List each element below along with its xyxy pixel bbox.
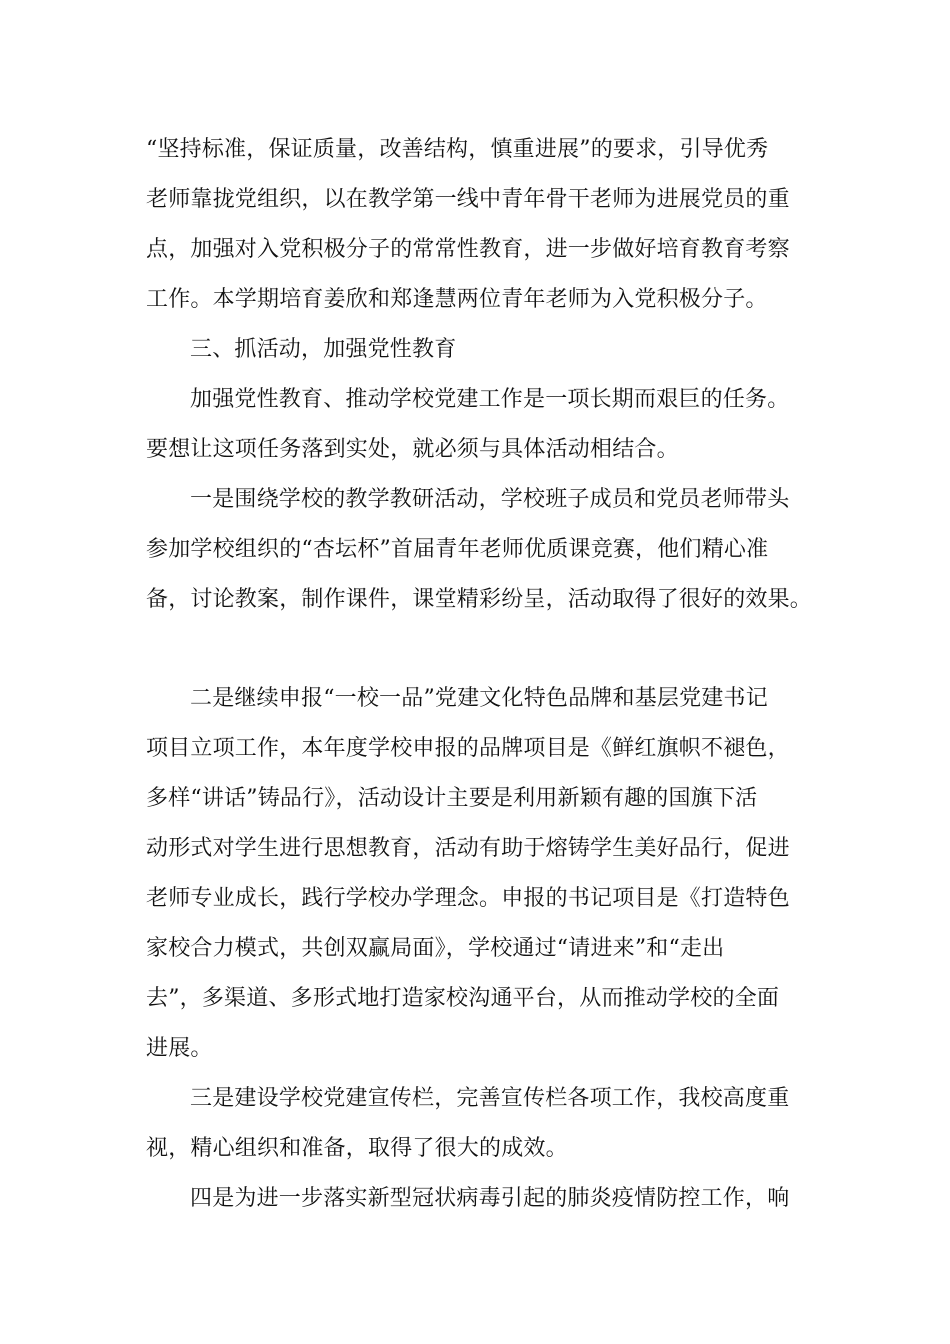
paragraph-line: “坚持标准，保证质量，改善结构，慎重进展”的要求，引导优秀 [146,137,769,162]
paragraph-line: 工作。本学期培育姜欣和郑逢慧两位青年老师为入党积极分子。 [146,287,768,312]
paragraph-line: 要想让这项任务落到实处，就必须与具体活动相结合。 [146,437,679,462]
paragraph-line: 家校合力模式，共创双赢局面》，学校通过“请进来”和“走出 [146,936,725,961]
paragraph-line: 加强党性教育、推动学校党建工作是一项长期而艰巨的任务。 [190,387,790,412]
paragraph-line: 视，精心组织和准备，取得了很大的成效。 [146,1136,568,1161]
paragraph-line: 多样“讲话”铸品行》，活动设计主要是利用新颖有趣的国旗下活 [146,786,758,811]
section-heading: 三、抓活动，加强党性教育 [190,337,457,362]
paragraph-line: 备，讨论教案，制作课件，课堂精彩纷呈，活动取得了很好的效果。 [146,587,813,612]
paragraph-line: 老师专业成长，践行学校办学理念。申报的书记项目是《打造特色 [146,886,790,911]
paragraph-line: 老师靠拢党组织，以在教学第一线中青年骨干老师为进展党员的重 [146,187,790,212]
paragraph-line: 进展。 [146,1036,213,1061]
paragraph-line: 去”，多渠道、多形式地打造家校沟通平台，从而推动学校的全面 [146,986,780,1011]
paragraph-line: 二是继续申报“一校一品”党建文化特色品牌和基层党建书记 [190,686,768,711]
paragraph-line: 四是为进一步落实新型冠状病毒引起的肺炎疫情防控工作，响 [190,1186,790,1211]
paragraph-line: 动形式对学生进行思想教育，活动有助于熔铸学生美好品行，促进 [146,836,790,861]
paragraph-line: 点，加强对入党积极分子的常常性教育，进一步做好培育教育考察 [146,237,790,262]
paragraph-line: 一是围绕学校的教学教研活动，学校班子成员和党员老师带头 [190,487,790,512]
paragraph-line: 项目立项工作，本年度学校申报的品牌项目是《鲜红旗帜不褪色， [146,736,790,761]
paragraph-line: 三是建设学校党建宣传栏，完善宣传栏各项工作，我校高度重 [190,1086,790,1111]
paragraph-line: 参加学校组织的“杏坛杯”首届青年老师优质课竞赛，他们精心准 [146,537,769,562]
